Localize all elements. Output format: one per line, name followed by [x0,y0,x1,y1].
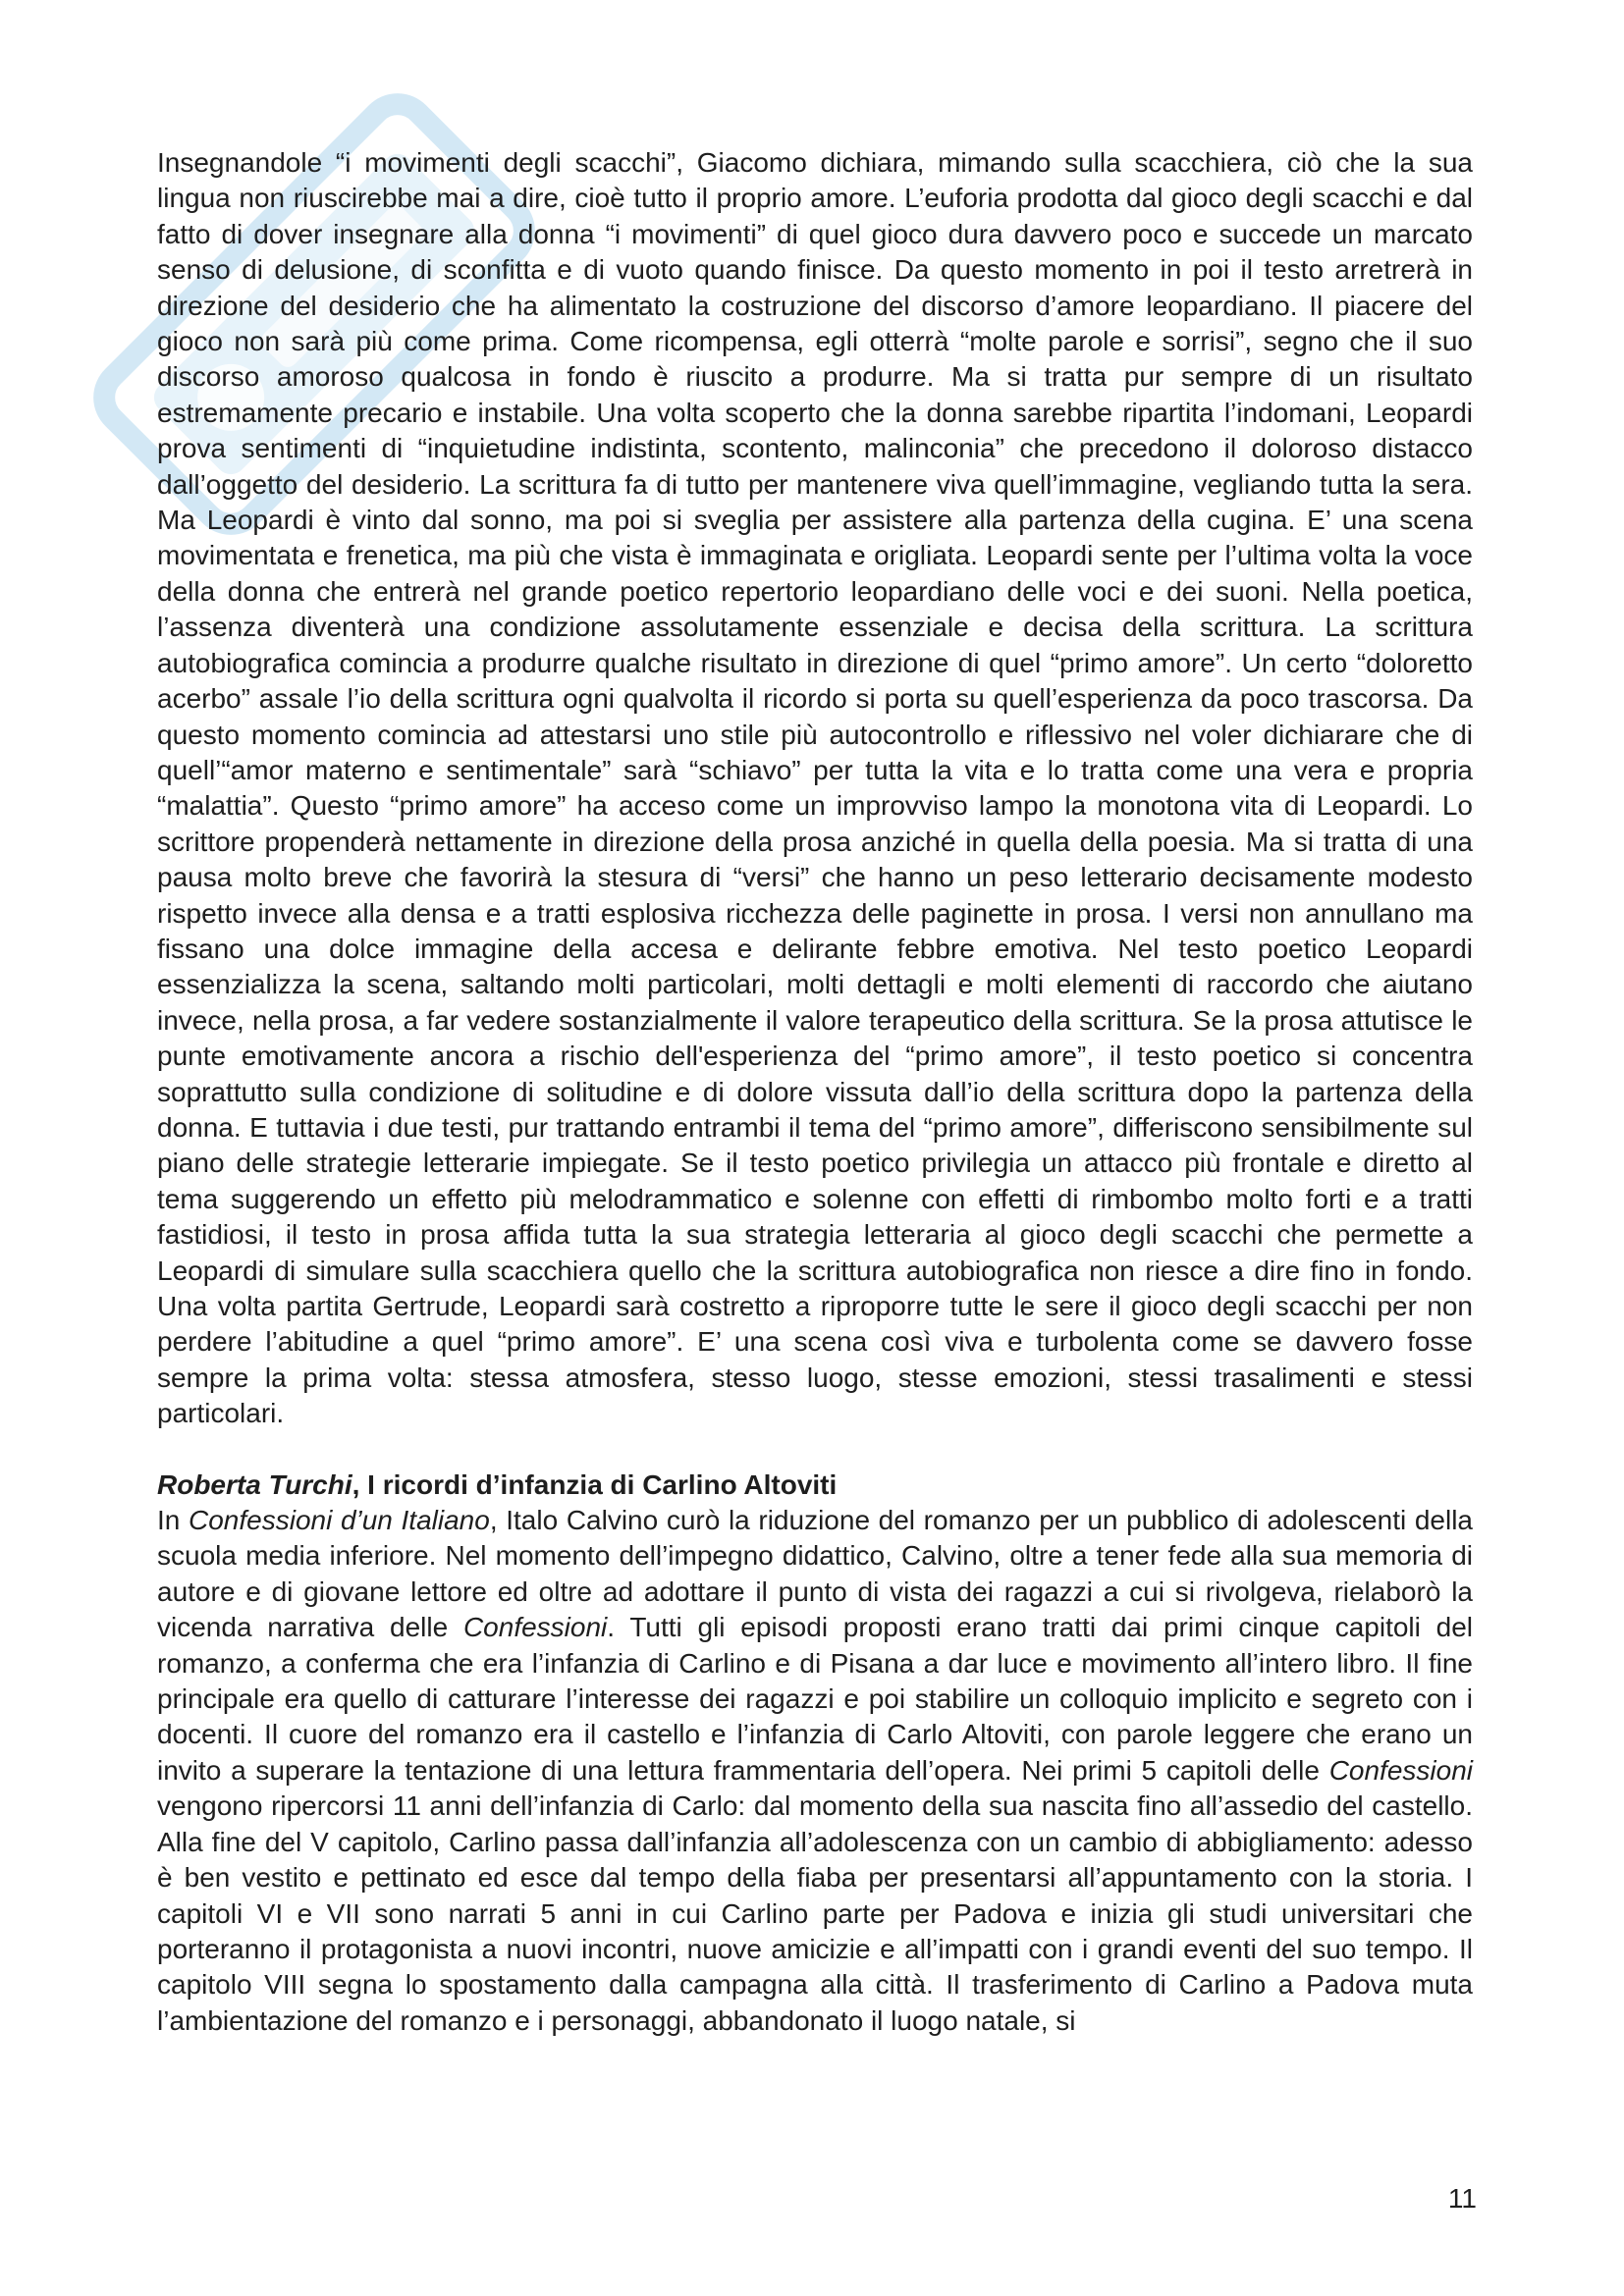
text-run: . Tutti gli episodi proposti erano tratti dai primi cinque capitoli del romanzo, a conferma che era l’infanzia di Carlino e di Pisana a dar luce e movimento all’intero libro. Il fine principale era quello di catturare l’interesse dei ragazzi e poi stabilire un colloquio implicito e segreto con i docenti. Il cuore del romanzo era il castello e l’infanzia di Carlo Altoviti, con parole leggere che erano un invito a superare la tentazione di una lettura frammentaria dell’opera. Nei primi 5 capitoli delle [157,1612,1474,1786]
text-run: vengono ripercorsi 11 anni dell’infanzia di Carlo: dal momento della sua nascita fino all’assedio del castello. Alla fine del V capitolo, Carlino passa dall’infanzia all’adolescenza con un cambio di abbigliamento: adesso è ben vestito e pettinato ed esce dal tempo della fiaba per presentarsi all’appuntamento con la storia. I capitoli VI e VII sono narrati 5 anni in cui Carlino parte per Padova e inizia gli studi universitari che porteranno il protagonista a nuovi incontri, nuove amicizie e all’impatti con i grandi eventi del suo tempo. Il capitolo VIII segna lo spostamento dalla campagna alla città. Il trasferimento di Carlino a Padova muta l’ambientazione del romanzo e i personaggi, abbandonato il luogo natale, si [157,1790,1473,2036]
body-paragraph [157,1503,1473,2039]
section-heading [157,1468,1473,1503]
page-content [157,145,1473,2039]
section-block [157,1468,1473,2040]
page-number: 11 [1447,2183,1477,2214]
section-title: , I ricordi d’infanzia di Carlino Altoviti [352,1468,838,1500]
body-paragraph: Insegnandole “i movimenti degli scacchi”, Giacomo dichiara, mimando sulla scacchiera, ciò che la sua lingua non riuscirebbe mai a dire, cioè tutto il proprio amore. L’euforia prodotta dal gioco degli scacchi e dal fatto di dover insegnare alla donna “i movimenti” di quel gioco dura davvero poco e succede un marcato senso di delusione, di sconfitta e di vuoto quando finisce. Da questo momento in poi il testo arretrerà in direzione del desiderio che ha alimentato la costruzione del discorso d’amore leopardiano. Il piacere del gioco non sarà più come prima. Come ricompensa, egli otterrà “molte parole e sorrisi”, segno che il suo discorso amoroso qualcosa in fondo è riuscito a produrre. Ma si tratta pur sempre di un risultato estremamente precario e instabile. Una volta scoperto che la donna sarebbe ripartita l’indomani, Leopardi prova sentimenti di “inquietudine indistinta, scontento, malinconia” che precedono il doloroso distacco dall’oggetto del desiderio. La scrittura fa di tutto per mantenere viva quell’immagine, vegliando tutta la sera. Ma Leopardi è vinto dal sonno, ma poi si sveglia per assistere alla partenza della cugina. E’ una scena movimentata e frenetica, ma più che vista è immaginata e origliata. Leopardi sente per l’ultima volta la voce della donna che entrerà nel grande poetico repertorio leopardiano delle voci e dei suoni. Nella poetica, l’assenza diventerà una condizione assolutamente essenziale e decisa della scrittura. La scrittura autobiografica comincia a produrre qualche risultato in direzione di quel “primo amore”. Un certo “doloretto acerbo” assale l’io della scrittura ogni qualvolta il ricordo si porta su quell’esperienza da poco trascorsa. Da questo momento comincia ad attestarsi uno stile più autocontrollo e riflessivo nel voler dichiarare che di quell’“amor materno e sentimentale” sarà “schiavo” per tutta la vita e lo tratta come una vera e propria “malattia”. Questo “primo amore” ha acceso come un improvviso lampo la monotona vita di Leopardi. Lo scrittore propenderà nettamente in direzione della prosa anziché in quella della poesia. Ma si tratta di una pausa molto breve che favorirà la stesura di “versi” che hanno un peso letterario decisamente modesto rispetto invece alla densa e a tratti esplosiva ricchezza delle paginette in prosa. I versi non annullano ma fissano una dolce immagine della accesa e delirante febbre emotiva. Nel testo poetico Leopardi essenzializza la scena, saltando molti particolari, molti dettagli e molti elementi di raccordo che aiutano invece, nella prosa, a far vedere sostanzialmente il valore terapeutico della scrittura. Se la prosa attutisce le punte emotivamente ancora a rischio dell'esperienza del “primo amore”, il testo poetico si concentra soprattutto sulla condizione di solitudine e di dolore vissuta dall’io della scrittura dopo la partenza della donna. E tuttavia i due testi, pur trattando entrambi il tema del “primo amore”, differiscono sensibilmente sul piano delle strategie letterarie impiegate. Se il testo poetico privilegia un attacco più frontale e diretto al tema suggerendo un effetto più melodrammatico e solenne con effetti di rimbombo molto forti e a tratti fastidiosi, il testo in prosa affida tutta la sua strategia letteraria al gioco degli scacchi che permette a Leopardi di simulare sulla scacchiera quello che la scrittura autobiografica non riesce a dire fino in fondo. Una volta partita Gertrude, Leopardi sarà costretto a riproporre tutte le sere il gioco degli scacchi per non perdere l’abitudine a quel “primo amore”. E’ una scena così viva e turbolenta come se davvero fosse sempre la prima volta: stessa atmosfera, stesso luogo, stesse emozioni, stessi trasalimenti e stessi particolari. [157,147,1473,1429]
book-title: Confessioni [462,1612,608,1643]
book-title: Confessioni d’un Italiano [189,1505,490,1536]
book-title: Confessioni [1328,1754,1473,1786]
text-run: , Italo Calvino curò la riduzione del romanzo per un pubblico di adolescenti della scuola media inferiore. Nel momento dell’impegno didattico, Calvino, oltre a tener fede alla sua memoria di autore e di giovane lettore ed oltre ad adottare il punto di vista dei ragazzi a cui si rivolgeva, rielaborò la vicenda narrativa delle [157,1505,1473,1643]
text-run: In [157,1505,189,1536]
section-author: Roberta Turchi [157,1468,352,1500]
